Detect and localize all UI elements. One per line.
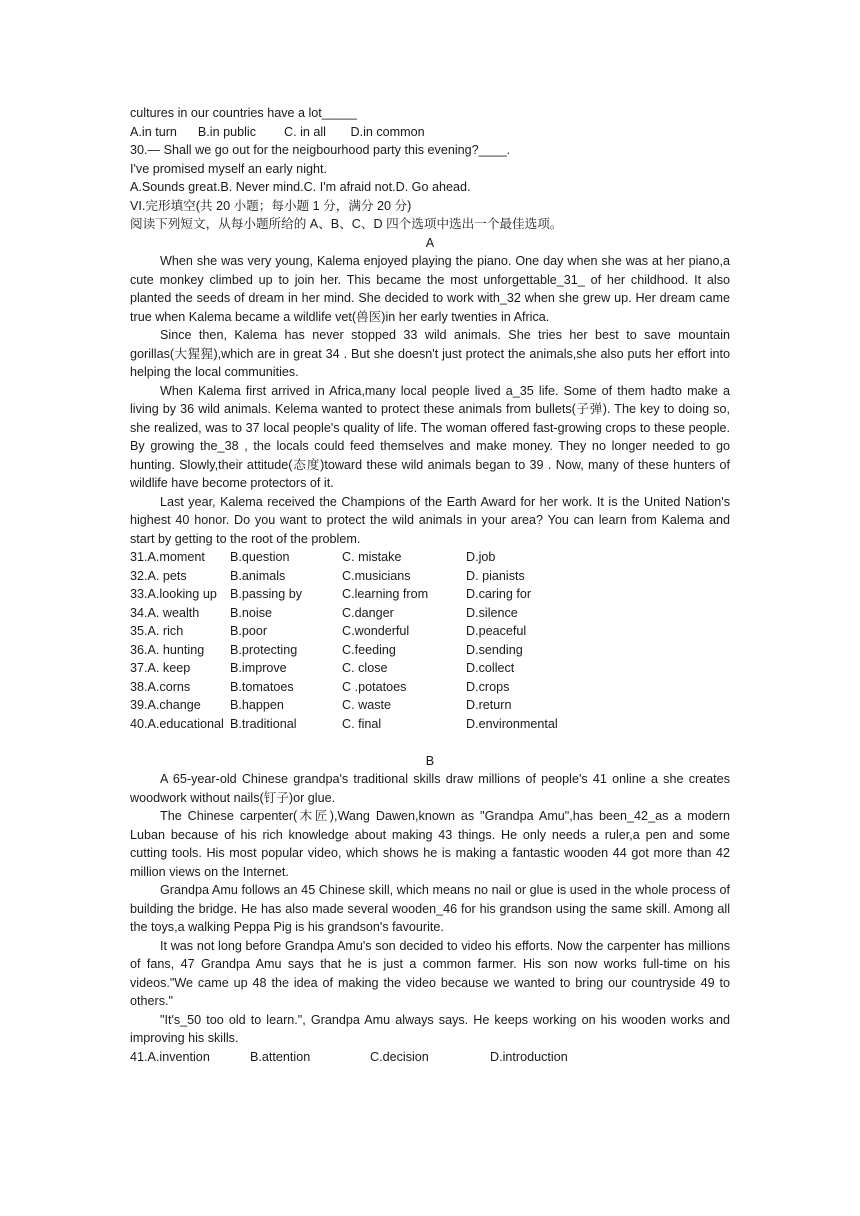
option-row: 31.A.moment B.question C. mistake D.job: [130, 550, 496, 564]
passage-b-paragraph: A 65-year-old Chinese grandpa's traditional skills draw millions of people's 41 online a she creates woodwork without nails(钉子)or glue.: [130, 772, 730, 805]
document-page: [130, 104, 730, 1066]
option-row: 39.A.change B.happen C. waste D.return: [130, 698, 512, 712]
spacer: [130, 733, 730, 752]
question-30: 30.— Shall we go out for the neigbourhood party this evening?____.: [130, 143, 511, 157]
text-line: I've promised myself an early night.: [130, 161, 327, 176]
option-row: 35.A. rich B.poor C.wonderful D.peaceful: [130, 624, 527, 638]
passage-b-paragraph: It was not long before Grandpa Amu's son decided to video his efforts. Now the carpenter has millions of fans, 47 Grandpa Amu says that he is just a common farmer. His son now works full-time on his videos."We came up 48 the idea of making the video because we wanted to bring our countryside 49 to others.": [130, 938, 730, 1008]
passage-a-paragraph: Last year, Kalema received the Champions of the Earth Award for her work. It is the United Nation's highest 40 honor. Do you want to protect the wild animals in your area? You can learn from Kalema and start by getting to the root of the problem.: [130, 494, 730, 546]
passage-a-options: [130, 548, 730, 733]
option-row: 37.A. keep B.improve C. close D.collect: [130, 661, 515, 675]
text-line: cultures in our countries have a lot_____: [130, 106, 357, 120]
option-row: 36.A. hunting B.protecting C.feeding D.sending: [130, 642, 523, 657]
option-row: 41.A.invention B.attention C.decision D.introduction: [130, 1049, 568, 1064]
option-row: 40.A.educational B.traditional C. final D.environmental: [130, 716, 558, 731]
option-row: 33.A.looking up B.passing by C.learning from D.caring for: [130, 587, 532, 601]
section-title: VI.完形填空(共 20 小题；每小题 1 分，满分 20 分): [130, 198, 412, 213]
passage-b-paragraph: Grandpa Amu follows an 45 Chinese skill, which means no nail or glue is used in the whole process of building the bridge. He has also made several wooden_46 for his grandson using the same skill. Among all the toys,a walking Peppa Pig is his grandson's favourite.: [130, 883, 730, 934]
passage-a-paragraph: Since then, Kalema has never stopped 33 wild animals. She tries her best to save mountain gorillas(大猩猩),which are in great 34 . But she doesn't just protect the animals,she also puts her effort into helping the local communities.: [130, 328, 730, 379]
passage-b-heading: B: [425, 753, 435, 768]
option-row: 32.A. pets B.animals C.musicians D. pianists: [130, 568, 525, 583]
passage-a-heading: A: [425, 235, 435, 250]
passage-a-paragraph: When Kalema first arrived in Africa,many local people lived a_35 life. Some of them hadto make a living by 36 wild animals. Kelema wanted to protect these animals from bullets(子弹). The key to doing so, she realized, was to 37 local people's quality of life. The woman offered fast-growing crops to these people. By growing the_38 , the locals could feed themselves and make money. They no longer needed to go hunting. Slowly,their attitude(态度)toward these wild animals began to 39 . Now, many of these hunters of wildlife have become protectors of it.: [130, 383, 730, 490]
passage-b-options: [130, 1048, 730, 1067]
section-instructions: 阅读下列短文，从每小题所给的 A、B、C、D 四个选项中选出一个最佳选项。: [130, 217, 563, 231]
option-row: 38.A.corns B.tomatoes C .potatoes D.crops: [130, 679, 510, 694]
answer-options-29: A.in turn B.in public C. in all D.in common: [130, 124, 425, 139]
passage-b-paragraph: "It's_50 too old to learn.", Grandpa Amu always says. He keeps working on his wooden works and improving his skills.: [130, 1012, 730, 1045]
option-row: 34.A. wealth B.noise C.danger D.silence: [130, 605, 518, 620]
passage-b-paragraph: The Chinese carpenter(木匠),Wang Dawen,known as "Grandpa Amu",has been_42_as a modern Luban because of his rich knowledge about making 43 things. He only needs a ruler,a pen and some cutting tools. His most popular video, which shows he is making a fantastic wooden 44 got more than 42 million views on the Internet.: [130, 809, 730, 879]
answer-options-30: A.Sounds great.B. Never mind.C. I'm afraid not.D. Go ahead.: [130, 180, 471, 194]
passage-a-paragraph: When she was very young, Kalema enjoyed playing the piano. One day when she was at her piano,a cute monkey climbed up to join her. This became the most unforgettable_31_ of her childhood. It also planted the seeds of dream in her mind. She decided to work with_32 when she grew up. Her dream came true when Kalema became a wildlife vet(兽医)in her early twenties in Africa.: [130, 254, 730, 324]
